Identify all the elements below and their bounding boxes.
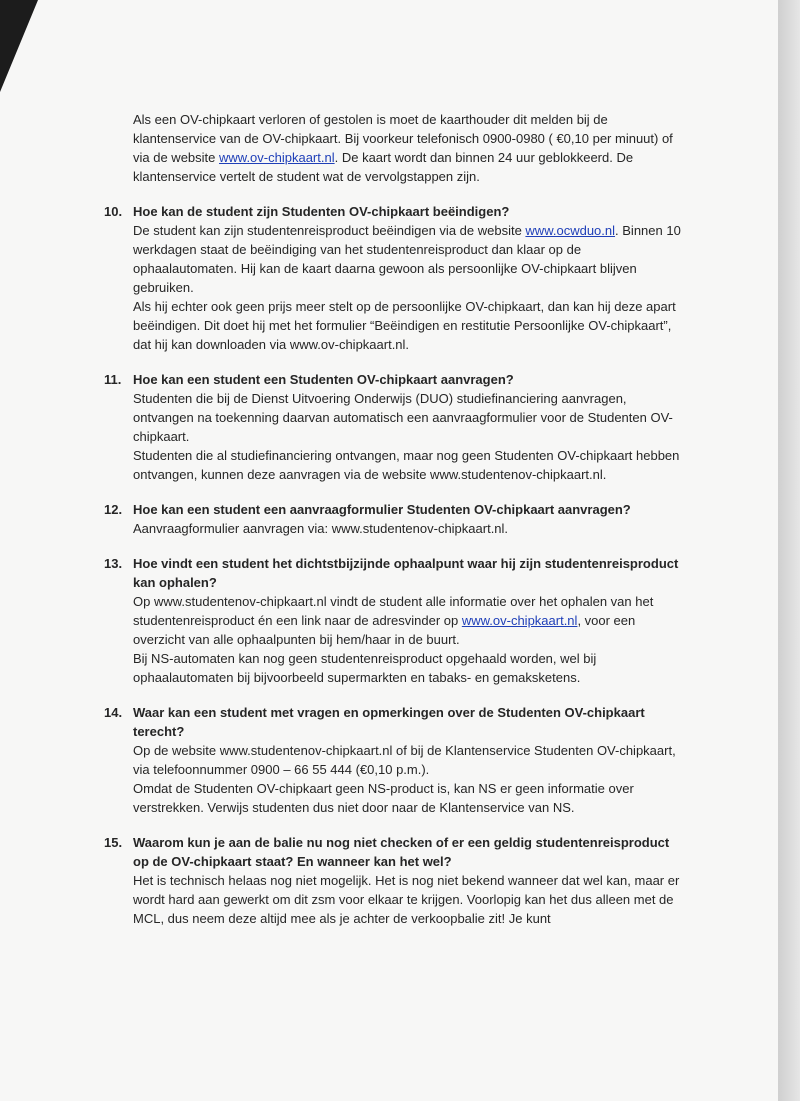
faq-item-13 [104,554,684,687]
item-number: 13. [104,556,123,571]
item-number: 15. [104,835,123,850]
item-number: 11. [104,372,122,387]
question-14: Waar kan een student met vragen en opmerkingen over de Studenten OV-chipkaart terecht? [133,705,645,739]
answer-11-p2: Studenten die al studiefinanciering ontvangen, maar nog geen Studenten OV-chipkaart hebben ontvangen, kunnen deze aanvragen via de website www.studentenov-chipkaart.nl. [133,448,680,482]
faq-item-11 [104,370,684,484]
folded-corner [0,0,38,92]
question-12: Hoe kan een student een aanvraagformulier Studenten OV-chipkaart aanvragen? [133,502,631,517]
ov-chipkaart-link[interactable]: www.ov-chipkaart.nl [219,150,335,165]
question-11: Hoe kan een student een Studenten OV-chipkaart aanvragen? [133,372,514,387]
ocwduo-link[interactable]: www.ocwduo.nl [525,223,616,238]
answer-10-p2: Als hij echter ook geen prijs meer stelt op de persoonlijke OV-chipkaart, dan kan hij deze apart beëindigen. Dit doet hij met het formulier “Beëindigen en restitutie Persoonlijke OV-chipkaart”, dat hij kan downloaden via www.ov-chipkaart.nl. [133,299,676,352]
answer-11-p1: Studenten die bij de Dienst Uitvoering Onderwijs (DUO) studiefinanciering aanvragen, ontvangen na toekenning daarvan automatisch een aanvraagformulier voor de Studenten OV-chipkaart. [133,391,673,444]
faq-item-12 [104,500,684,538]
intro-paragraph: Als een OV-chipkaart verloren of gestolen is moet de kaarthouder dit melden bij de klantenservice van de OV-chipkaart. Bij voorkeur telefonisch 0900-0980 ( €0,10 per minuut) of via de website www.ov-chipkaart.nl. De kaart wordt dan binnen 24 uur geblokkeerd. De klantenservice vertelt de student wat de vervolgstappen zijn. [133,112,673,184]
page-edge [778,0,800,1101]
faq-content [104,110,684,944]
answer-15-p1: Het is technisch helaas nog niet mogelijk. Het is nog niet bekend wanneer dat wel kan, maar er wordt hard aan gewerkt om dit zsm voor elkaar te krijgen. Voorlopig kan het dus alleen met de MCL, dus neem deze altijd mee als je achter de verkoopbalie zit! Je kunt [133,873,680,926]
answer-14-p2: Omdat de Studenten OV-chipkaart geen NS-product is, kan NS er geen informatie over verstrekken. Verwijs studenten dus niet door naar de Klantenservice van NS. [133,781,634,815]
answer-13-p2: Bij NS-automaten kan nog geen studentenreisproduct opgehaald worden, wel bij ophaalautomaten bij bijvoorbeeld supermarkten en tabaks- en gemaksketens. [133,651,597,685]
answer-12-p1: Aanvraagformulier aanvragen via: www.studentenov-chipkaart.nl. [133,521,509,536]
faq-item-15 [104,833,684,928]
question-10: Hoe kan de student zijn Studenten OV-chipkaart beëindigen? [133,204,510,219]
faq-item-10 [104,202,684,354]
answer-14-p1: Op de website www.studentenov-chipkaart.nl of bij de Klantenservice Studenten OV-chipkaart, via telefoonnummer 0900 – 66 55 444 (€0,10 p.m.). [133,743,676,777]
question-13: Hoe vindt een student het dichtstbijzijnde ophaalpunt waar hij zijn studentenreisproduct kan ophalen? [133,556,679,590]
question-15: Waarom kun je aan de balie nu nog niet checken of er een geldig studentenreisproduct op de OV-chipkaart staat? En wanneer kan het wel? [133,835,670,869]
item-number: 14. [104,705,123,720]
item-number: 12. [104,502,123,517]
faq-item-14 [104,703,684,817]
answer-10-p1: De student kan zijn studentenreisproduct beëindigen via de website www.ocwduo.nl. Binnen 10 werkdagen staat de beëindiging van het studentenreisproduct dan klaar op de ophaalautomaten. Hij kan de kaart daarna gewoon als persoonlijke OV-chipkaart blijven gebruiken. [133,223,681,295]
answer-13-p1: Op www.studentenov-chipkaart.nl vindt de student alle informatie over het ophalen van het studentenreisproduct én een link naar de adresvinder op www.ov-chipkaart.nl, voor een overzicht van alle ophaalpunten bij hem/haar in de buurt. [133,594,654,647]
ov-chipkaart-link[interactable]: www.ov-chipkaart.nl [461,613,578,628]
item-number: 10. [104,204,123,219]
